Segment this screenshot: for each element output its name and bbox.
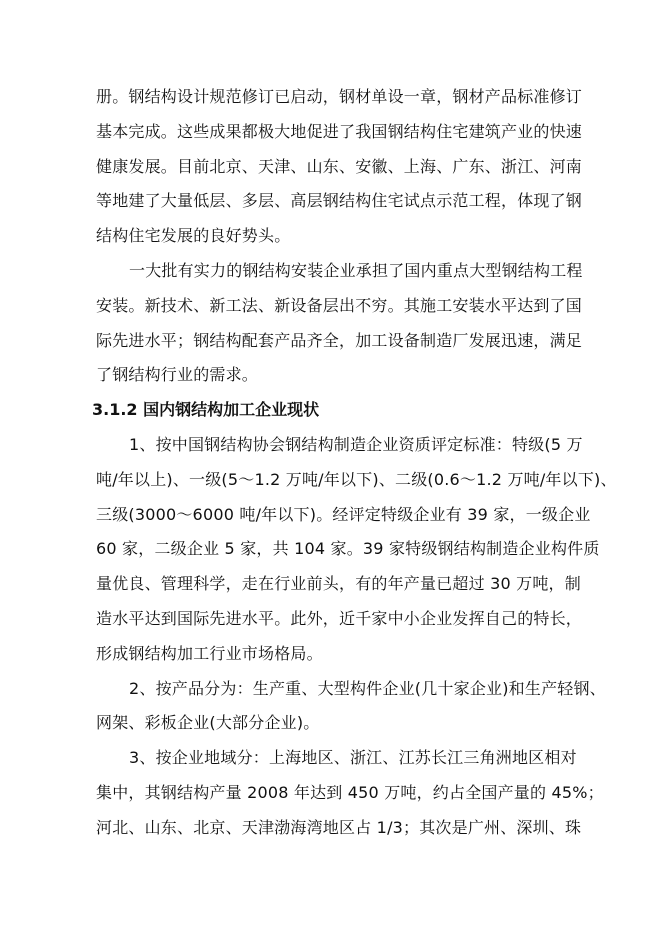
text-line: 健康发展。目前北京、天津、山东、安徽、上海、广东、浙江、河南 — [96, 156, 583, 176]
text-line: 结构住宅发展的良好势头。 — [96, 226, 291, 246]
text-line: 3、按企业地域分：上海地区、浙江、江苏长江三角洲地区相对 — [129, 748, 577, 768]
section-heading — [92, 393, 611, 428]
text-line: 河北、山东、北京、天津渤海湾地区占 1/3；其次是广州、深圳、珠 — [96, 817, 582, 837]
text-line: 安装。新技术、新工法、新设备层出不穷。其施工安装水平达到了国 — [96, 295, 583, 315]
text-line: 了钢结构行业的需求。 — [96, 365, 259, 385]
paragraph-product-classification — [96, 672, 611, 742]
text-line: 基本完成。这些成果都极大地促进了我国钢结构住宅建筑产业的快速 — [96, 121, 583, 141]
section-title: 国内钢结构加工企业现状 — [143, 400, 320, 420]
text-line: 形成钢结构加工行业市场格局。 — [96, 643, 323, 663]
body-text — [92, 80, 617, 846]
text-line: 等地建了大量低层、多层、高层钢结构住宅试点示范工程，体现了钢 — [96, 191, 583, 211]
paragraph-regional-distribution — [96, 741, 611, 845]
text-line: 网架、彩板企业(大部分企业)。 — [96, 713, 320, 733]
text-line: 册。钢结构设计规范修订已启动，钢材单设一章，钢材产品标准修订 — [96, 87, 583, 106]
text-line: 一大批有实力的钢结构安装企业承担了国内重点大型钢结构工程 — [129, 260, 583, 280]
text-line: 造水平达到国际先进水平。此外，近千家中小企业发挥自己的特长， — [96, 608, 583, 628]
text-line: 际先进水平；钢结构配套产品齐全，加工设备制造厂发展迅速，满足 — [96, 330, 583, 350]
paragraph-installation-companies — [96, 254, 611, 393]
section-number: 3.1.2 — [92, 400, 138, 420]
paragraph-qualification-levels — [96, 428, 617, 672]
text-line: 三级(3000～6000 吨/年以下)。经评定特级企业有 39 家，一级企业 — [96, 504, 591, 524]
text-line: 2、按产品分为：生产重、大型构件企业(几十家企业)和生产轻钢、 — [129, 678, 606, 698]
text-line: 1、按中国钢结构协会钢结构制造企业资质评定标准：特级(5 万 — [129, 434, 583, 454]
text-line: 60 家，二级企业 5 家，共 104 家。39 家特级钢结构制造企业构件质 — [96, 539, 600, 559]
text-line: 集中，其钢结构产量 2008 年达到 450 万吨，约占全国产量的 45%； — [96, 782, 604, 802]
text-line: 吨/年以上)、一级(5～1.2 万吨/年以下)、二级(0.6～1.2 万吨/年以下)、 — [96, 469, 617, 489]
text-line: 量优良、管理科学，走在行业前头，有的年产量已超过 30 万吨，制 — [96, 574, 581, 594]
paragraph-steel-standards — [96, 80, 611, 254]
